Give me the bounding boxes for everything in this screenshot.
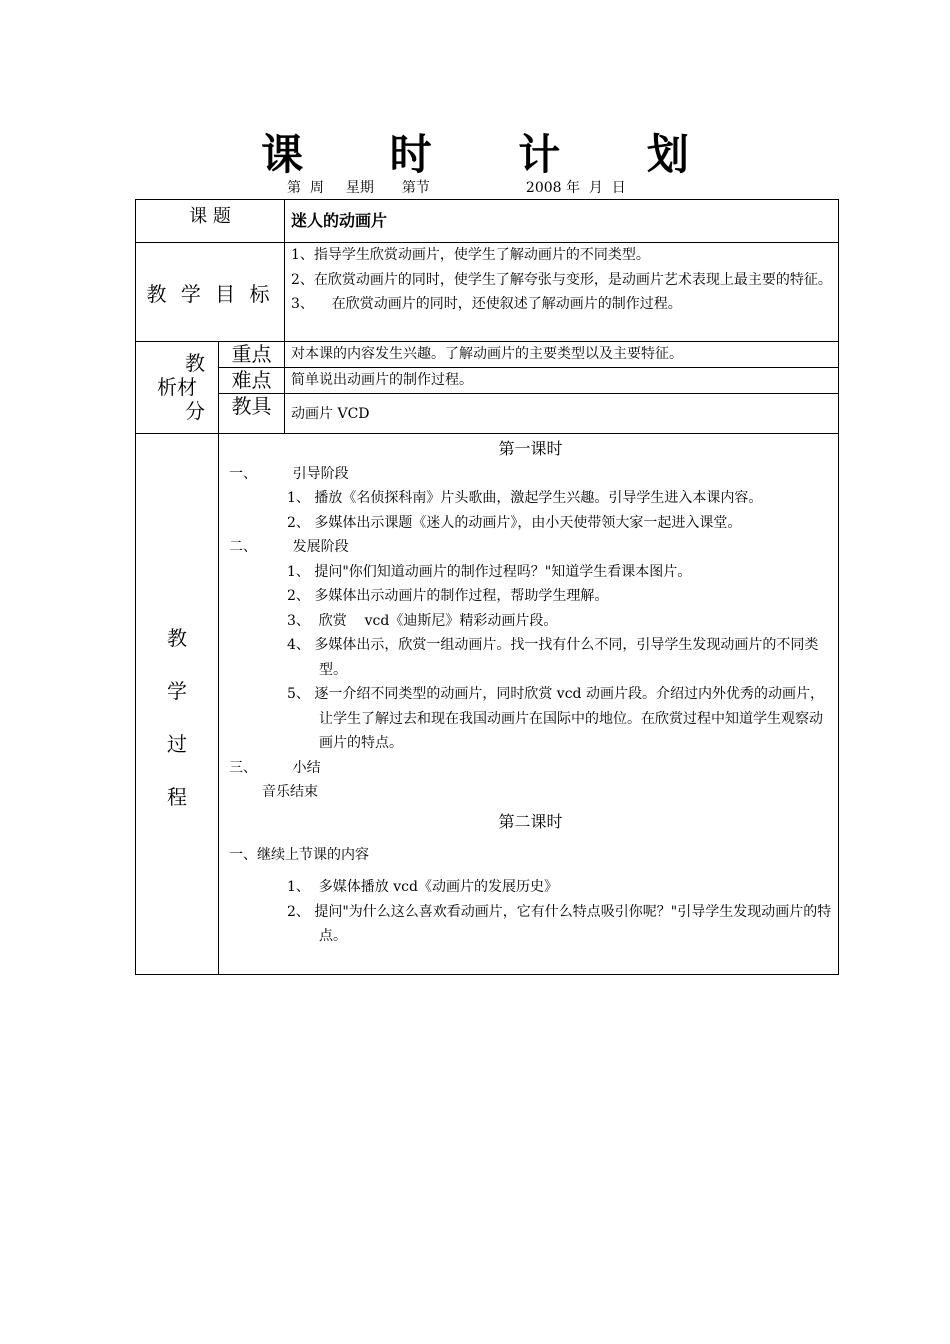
topic-value: 迷人的动画片 (285, 200, 839, 243)
ending-text: 音乐结束 (262, 784, 318, 800)
stage2-heading: 二、 发展阶段 (229, 539, 349, 555)
goal-item: 3、 在欣赏动画片的同时，还使叙述了解动画片的制作过程。 (291, 296, 682, 312)
process-content (219, 433, 839, 974)
analysis-char: 教 (185, 351, 205, 376)
process-char: 程 (167, 784, 187, 809)
list-item: 2、 多媒体出示动画片的制作过程，帮助学生理解。 (287, 588, 609, 604)
goal-item: 1、指导学生欣赏动画片，使学生了解动画片的不同类型。 (291, 247, 650, 263)
lesson-plan-table (135, 199, 839, 975)
week-label: 第 周 (287, 180, 324, 196)
key-value: 对本课的内容发生兴趣。了解动画片的主要类型以及主要特征。 (285, 342, 839, 368)
process-char: 学 (167, 678, 187, 703)
list-item: 2、 提问"为什么这么喜欢看动画片，它有什么特点吸引你呢？"引导学生发现动画片的特点。 (287, 903, 832, 944)
lesson2-heading: 第二课时 (498, 811, 563, 831)
process-row (136, 433, 839, 974)
goal-item: 2、在欣赏动画片的同时，使学生了解夸张与变形，是动画片艺术表现上最主要的特征。 (291, 271, 832, 288)
key-label: 重点 (219, 342, 285, 368)
date-line (287, 177, 626, 197)
topic-row (136, 200, 839, 243)
analysis-char: 分 (185, 399, 205, 424)
lesson2-intro: 一、继续上节课的内容 (229, 846, 369, 863)
list-item: 1、 多媒体播放 vcd《动画片的发展历史》 (287, 879, 558, 895)
list-item: 5、 逐一介绍不同类型的动画片，同时欣赏 vcd 动画片段。介绍过内外优秀的动画片，让学生了解过去和现在我国动画片在国际中的地位。在欣赏过程中知道学生观察动画片的特点。 (287, 686, 824, 751)
stage1-heading: 一、 引导阶段 (229, 465, 349, 482)
process-char: 过 (167, 731, 187, 756)
difficulty-value: 简单说出动画片的制作过程。 (285, 368, 839, 394)
list-item: 2、 多媒体出示课题《迷人的动画片》，由小天使带领大家一起进入课堂。 (287, 514, 742, 531)
goals-cell (285, 243, 839, 342)
tools-row (136, 393, 839, 433)
lesson1-heading: 第一课时 (498, 438, 563, 458)
key-row (136, 342, 839, 368)
tools-value: 动画片 VCD (285, 393, 839, 433)
section-label: 第节 (401, 180, 430, 196)
list-item: 1、 播放《名侦探科南》片头歌曲，激起学生兴趣。引导学生进入本课内容。 (287, 490, 763, 506)
goals-label: 教 学 目 标 (136, 243, 285, 342)
list-item: 4、 多媒体出示，欣赏一组动画片。找一找有什么不同，引导学生发现动画片的不同类型。 (287, 637, 819, 678)
process-label (136, 433, 219, 974)
analysis-label (136, 342, 219, 434)
goals-row (136, 243, 839, 342)
list-item: 1、 提问"你们知道动画片的制作过程吗？"知道学生看课本图片。 (287, 563, 692, 580)
process-char: 教 (167, 625, 187, 650)
difficulty-label: 难点 (219, 368, 285, 394)
list-item: 3、 欣赏 vcd《迪斯尼》精彩动画片段。 (287, 612, 558, 629)
tools-label: 教具 (219, 393, 285, 433)
analysis-char: 析材 (157, 375, 197, 400)
page-title: 课 时 计 划 (261, 130, 725, 179)
difficulty-row (136, 368, 839, 394)
stage3-heading: 三、 小结 (229, 759, 321, 776)
date-label: 2008 年 月 日 (525, 180, 626, 196)
topic-label: 课 题 (136, 200, 285, 243)
day-label: 星期 (345, 180, 374, 196)
